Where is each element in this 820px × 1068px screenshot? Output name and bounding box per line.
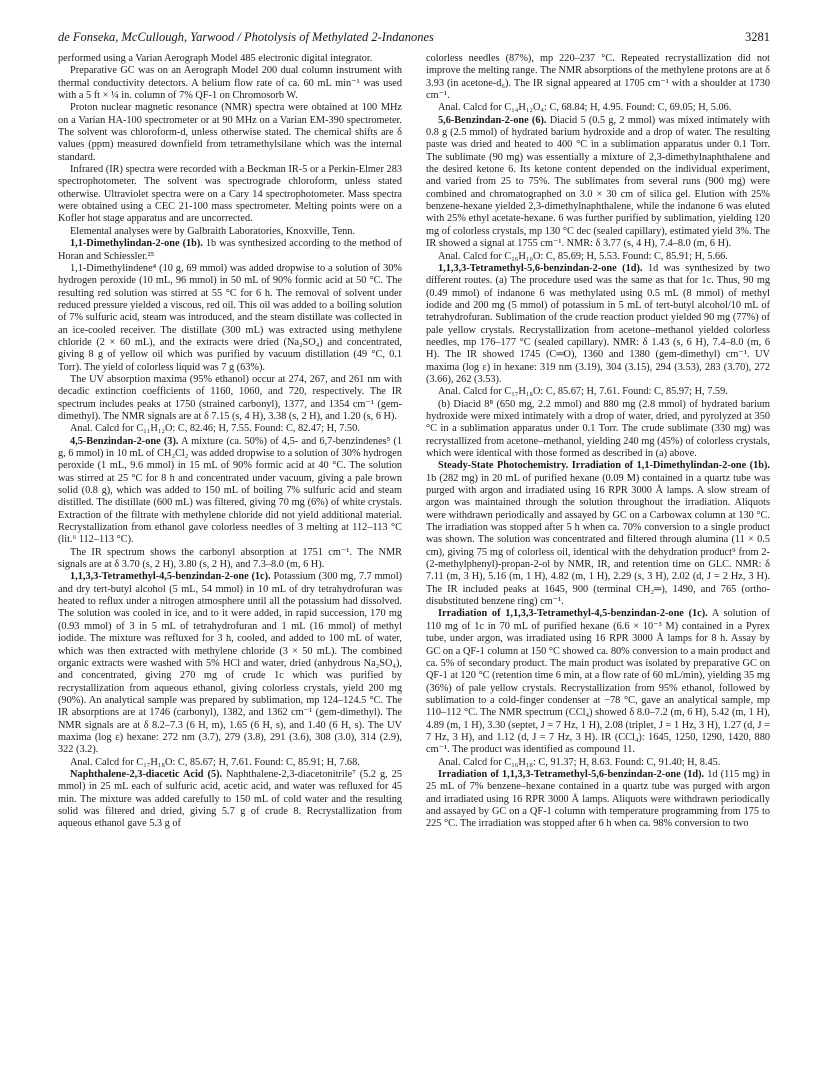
section-heading: Steady-State Photochemistry. Irradiation of 1,1-Dimethylindan-2-one (1b). xyxy=(438,460,770,472)
paragraph-text: Anal. Calcd for C₁₄H₁₂O₄: C, 68.84; H, 4.95. Found: C, 69.05; H, 5.06. xyxy=(438,102,732,114)
paragraph xyxy=(426,263,770,386)
paragraph-text: Anal. Calcd for C₁₆H₁₈: C, 91.37; H, 8.63. Found: C, 91.40; H, 8.45. xyxy=(438,756,721,768)
paragraph xyxy=(426,102,770,114)
paragraph xyxy=(426,757,770,769)
page-number: 3281 xyxy=(745,30,770,44)
right-column xyxy=(426,53,770,831)
paragraph xyxy=(58,436,402,547)
paragraph-text: 1b (282 mg) in 20 mL of purified hexane (0.09 M) contained in a quartz tube was purged with argon and irradiated using 16 RPR 3000 Å lamps. A slow stream of argon was maintained through the solution throughout the irradiation. Aliquots were withdrawn periodically and assayed by GC on a Carbowax column at 130 °C. The irradiation was stopped after 5 h when ca. 70% conversion to a single product was shown. The solution was concentrated and filtered through alumina (11 × 0.5 cm), giving 75 mg of colorless oil, identical with the dehydration product⁹ from 2-(2-methylphenyl)-propan-2-ol by NMR, IR, and retention time on GLC. NMR: δ 7.11 (m, 3 H), 5.16 (m, 1 H), 4.82 (m, 1 H), 2.29 (s, 3 H), 2.02 (d, J = 2 Hz, 3 H). The IR included peaks at 1645, 900 (terminal CH₂═), 1490, and 765 (ortho-disubstituted benzene ring) cm⁻¹. xyxy=(426,472,770,608)
paragraph xyxy=(426,399,770,461)
section-heading: 5,6-Benzindan-2-one (6). xyxy=(438,114,547,126)
paragraph xyxy=(58,547,402,572)
paragraph xyxy=(58,238,402,263)
paragraph xyxy=(58,53,402,65)
paragraph-text: Naphthalene-2,3-diacetonitrile⁷ (5.2 g, 25 mmol) in 25 mL each of sulfuric acid, acetic acid, and water was refluxed for 45 min. The mixture was added carefully to 150 mL of cold water and the resulting solid was filtered and dried, giving 5.7 g of crude 8. Recrystallization from aqueous ethanol gave 5.3 g of xyxy=(58,768,402,830)
paragraph xyxy=(426,608,770,756)
paragraph-text: Anal. Calcd for C₁₇H₁₈O: C, 85.67; H, 7.61. Found: C, 85.91; H, 7.68. xyxy=(70,756,360,768)
running-header-authors: de Fonseka, McCullough, Yarwood / Photolysis of Methylated 2-Indanones xyxy=(58,30,434,44)
paragraph xyxy=(426,53,770,102)
paragraph xyxy=(58,102,402,164)
paragraph-text: performed using a Varian Aerograph Model 485 electronic digital integrator. xyxy=(58,53,373,64)
running-header xyxy=(58,30,770,46)
paragraph-text: colorless needles (87%), mp 220–237 °C. Repeated recrystallization did not improve the melting range. The NMR absorptions of the methylene protons are at δ 3.93 (in acetone-d₆). The IR signal appeared at 1705 cm⁻¹ with a shoulder at 1730 cm⁻¹. xyxy=(426,53,770,102)
paragraph-text: 1d was synthesized by two different routes. (a) The procedure used was the same as that for 1c. Thus, 90 mg (0.49 mmol) of indanone 6 was methylated using 0.5 mL (8 mmol) of methyl iodide and 200 mg (5 mmol) of potassium in 5 mL of tert-butyl alcohol/10 mL of tetrahydrofuran. Sublimation of the crude reaction product yielded 90 mg (77%) of pale yellow crystals. Recrystallization from acetone–methanol yielded colorless needles, mp 176–177 °C (sealed capillary). NMR: δ 1.43 (s, 6 H), 7.4–8.0 (m, 6 H). The IR showed 1745 (C═O), 1360 and 1380 (gem-dimethyl) cm⁻¹. UV maxima (log ε) in hexane: 319 nm (3.19), 304 (3.15), 294 (3.53), 283 (3.70), 272 (3.66), 262 (3.53). xyxy=(426,262,771,385)
paragraph-text: Preparative GC was on an Aerograph Model 200 dual column instrument with thermal conductivity detectors. A helium flow rate of ca. 60 mL min⁻¹ was used with a 5 ft × ¼ in. column of 7% QF-1 on Chromosorb W. xyxy=(58,65,402,102)
paragraph xyxy=(58,374,402,423)
paragraph-text: 1,1-Dimethylindene⁴ (10 g, 69 mmol) was added dropwise to a solution of 30% hydrogen peroxide (10 mL, 96 mmol) in 50 mL of 90% formic acid at 50 °C. The resulting red solution was stirred at 55 °C for 6 h. The removal of solvent under reduced pressure yielded a viscous, red oil. This oil was added to a boiling solution of 7% sulfuric acid, steam was introduced, and the steam distillate was collected in an ice-cooled receiver. The distillate (300 mL) was extracted using methylene chloride (2 × 60 mL), and the extracts were dried (Na₂SO₄) and concentrated, giving 8 g of yellow oil which was purified by vacuum distillation (49 °C, 0.1 Torr). The yield of colorless liquid was 7 g (63%). xyxy=(58,262,402,373)
left-column xyxy=(58,53,402,831)
paragraph-text: 1b was synthesized according to the method of Horan and Schiessler.²⁵ xyxy=(58,238,402,262)
paragraph xyxy=(58,571,402,756)
section-heading: Irradiation of 1,1,3,3-Tetramethyl-4,5-benzindan-2-one (1c). xyxy=(438,608,708,620)
section-heading: 1,1,3,3-Tetramethyl-5,6-benzindan-2-one (1d). xyxy=(438,262,643,274)
paragraph xyxy=(58,263,402,374)
paragraph-text: The UV absorption maxima (95% ethanol) occur at 274, 267, and 261 nm with decadic extinction coefficients of 1160, 1060, and 720, respectively. The IR spectrum includes peaks at 1750 (strained carbonyl), 1377, and 1354 cm⁻¹ (gem-dimethyl). The NMR signals are at δ 7.15 (s, 4 H), 3.38 (s, 2 H), and 1.20 (s, 6 H). xyxy=(58,373,402,422)
paragraph-text: Proton nuclear magnetic resonance (NMR) spectra were obtained at 100 MHz on a Varian HA-100 spectrometer or at 90 MHz on a Varian EM-390 spectrometer. The solvent was chloroform-d, unless otherwise stated. The chemical shifts are δ values (ppm) measured downfield from tetramethylsilane which was the internal standard. xyxy=(58,102,402,163)
paragraph-text: Anal. Calcd for C₁₆H₁₀O: C, 85.69; H, 5.53. Found: C, 85.91; H, 5.66. xyxy=(438,250,728,262)
paragraph-text: A mixture (ca. 50%) of 4,5- and 6,7-benzindenes⁵ (1 g, 6 mmol) in 10 mL of CH₂Cl₂ was added dropwise to a solution of 30% hydrogen peroxide (1 mL, 9.6 mmol) in 15 mL of 90% formic acid at 40 °C. The solution was stirred at 25 °C for 8 h and concentrated under vacuum, giving a pale brown solid (0.8 g), which was added to 150 mL of boiling 7% sulfuric acid and steam distilled. The distillate (600 mL) was filtered, giving 70 mg (6%) of white crystals. Extraction of the filtrate with methylene chloride did not yield additional material. Recrystallization from ethanol gave colorless needles of 3 melting at 112–113 °C (lit.⁶ 112–113 °C). xyxy=(58,435,402,546)
paragraph xyxy=(426,460,770,608)
paragraph-text: Anal. Calcd for C₁₇H₁₈O: C, 85.67; H, 7.61. Found: C, 85.97; H, 7.59. xyxy=(438,386,728,398)
paragraph-text: Potassium (300 mg, 7.7 mmol) and dry tert-butyl alcohol (5 mL, 54 mmol) in 10 mL of dry tetrahydrofuran was heated to reflux under a nitrogen atmosphere until all the potassium had dissolved. The solution was cooled in ice, and to it were added, in rapid succession, 170 mg (0.93 mmol) of 3 in 5 mL of tetrahydrofuran and 1 mL (16 mmol) of methyl iodide. The mixture was refluxed for 3 h, cooled, and added to 100 mL of water, which was then extracted with methylene chloride (3 × 50 mL). The combined organic extracts were washed with 5% HCl and water, dried (anhydrous Na₂SO₄), and concentrated, giving 270 mg of crude 1c which was purified by recrystallization from aqueous ethanol, giving colorless crystals, yield 200 mg (90%). An analytical sample was prepared by sublimation, mp 124–124.5 °C. The IR absorptions are at 1746 (carbonyl), 1382, and 1362 cm⁻¹ (gem-dimethyl). The NMR signals are at δ 8.2–7.3 (6 H, m), 1.65 (6 H, s), and 1.40 (6 H, s). The UV maxima (log ε) hexane: 272 nm (3.7), 279 (3.8), 291 (3.6), 308 (3.0), 314 (2.9), 322 (3.2). xyxy=(58,571,402,756)
paragraph-text: Elemental analyses were by Galbraith Laboratories, Knoxville, Tenn. xyxy=(70,225,356,237)
paragraph xyxy=(426,386,770,398)
paragraph xyxy=(58,769,402,831)
paragraph xyxy=(426,251,770,263)
paragraph-text: A solution of 110 mg of 1c in 70 mL of purified hexane (6.6 × 10⁻³ M) contained in a Pyrex tube, under argon, was irradiated using 16 RPR 3000 Å lamps for 8 h. Assay by GC on a QF-1 column at 150 °C showed ca. 80% conversion to a main product and ca. 5% of secondary product. The main product was isolated by preparative GC on QF-1 at 120 °C (retention time 6 min, at a flow rate of 60 mL/min), yielding 35 mg (36%) of pale yellow crystals. Recrystallization from 95% ethanol, followed by sublimation to a cold-finger condenser at −78 °C, gave an analytical sample, mp 110–112 °C. The NMR spectrum (CCl₄) showed δ 8.0–7.2 (m, 6 H), 5.42 (m, 1 H), 4.89 (m, 1 H), 3.30 (septet, J = 7 Hz, 1 H), 2.08 (triplet, J = 1 Hz, 3 H), 1.27 (d, J = 7 Hz, 3 H), and 1.12 (d, J = 7 Hz, 3 H). IR (CCl₄): 1645, 1250, 1290, 1420, 880 cm⁻¹. The product was identified as compound 11. xyxy=(426,608,770,756)
paragraph xyxy=(426,115,770,251)
paragraph-text: Diacid 5 (0.5 g, 2 mmol) was mixed intimately with 0.8 g (2.5 mmol) of hydrated barium hydroxide and a drop of water. The resulting paste was dried and heated to 400 °C in a sublimation apparatus under 0.1 Torr. The sublimate (90 mg) was essentially a mixture of 2,3-dimethylnaphthalene and the desired ketone 6. Its ketone content depended on the individual experiment, and varied from 25 to 75%. The sublimates from several runs (900 mg) were combined and chromatographed on 3.0 × 30 cm of silica gel. Elution with 25% benzene-hexane yielded 2,3-dimethylnaphthalene, while the indanone 6 was eluted with 25% ethyl acetate-hexane. 6 was further purified by sublimation, yielding 120 mg of colorless crystals, mp 130 °C dec (sealed capillary), estimated yield 3%. The IR showed a signal at 1755 cm⁻¹. NMR: δ 3.77 (s, 4 H), 7.4–8.0 (m, 6 H). xyxy=(426,114,770,250)
paragraph xyxy=(58,65,402,102)
paragraph xyxy=(426,769,770,831)
paragraph xyxy=(58,423,402,435)
paragraph-text: Infrared (IR) spectra were recorded with a Beckman IR-5 or a Perkin-Elmer 283 spectrophotometer. The solvent was spectrograde chloroform, unless stated otherwise. Ultraviolet spectra were on a Cary 14 spectrophotometer. Mass spectra were obtained using a CEC 21-100 mass spectrometer. Melting points were on a Kofler hot stage apparatus and are uncorrected. xyxy=(58,164,402,225)
section-heading: 1,1,3,3-Tetramethyl-4,5-benzindan-2-one (1c). xyxy=(70,571,271,583)
paragraph-text: The IR spectrum shows the carbonyl absorption at 1751 cm⁻¹. The NMR signals are at δ 3.70 (s, 2 H), 3.80 (s, 2 H), and 7.3–8.0 (m, 6 H). xyxy=(58,546,402,571)
paragraph xyxy=(58,164,402,226)
section-heading: 4,5-Benzindan-2-one (3). xyxy=(70,435,179,447)
paragraph-text: Anal. Calcd for C₁₁H₁₂O: C, 82.46; H, 7.55. Found: C, 82.47; H, 7.50. xyxy=(70,423,360,435)
paragraph xyxy=(58,757,402,769)
paragraph xyxy=(58,226,402,238)
paragraph-text: (b) Diacid 8⁸ (650 mg, 2.2 mmol) and 880 mg (2.8 mmol) of hydrated barium hydroxide were mixed intimately with a drop of water, dried, and pyrolyzed at 350 °C in a sublimation apparatus under 0.1 Torr. The crude sublimate (330 mg) was recrystallized from acetone–methanol, yielding 240 mg (45%) of colorless crystals, which were identical with those formed as described in (a) above. xyxy=(426,398,770,459)
paragraph-text: 1d (115 mg) in 25 mL of 7% benzene–hexane contained in a quartz tube was purged with argon and irradiated using 16 RPR 3000 Å lamps. Aliquots were withdrawn periodically and assayed by GC on a QF-1 column with temperature programming from 175 to 225 °C. The irradiation was stopped after 6 h when ca. 98% conversion to two xyxy=(426,768,771,830)
section-heading: Irradiation of 1,1,3,3-Tetramethyl-5,6-benzindan-2-one (1d). xyxy=(438,768,705,780)
section-heading: 1,1-Dimethylindan-2-one (1b). xyxy=(70,238,203,250)
section-heading: Naphthalene-2,3-diacetic Acid (5). xyxy=(70,768,223,780)
